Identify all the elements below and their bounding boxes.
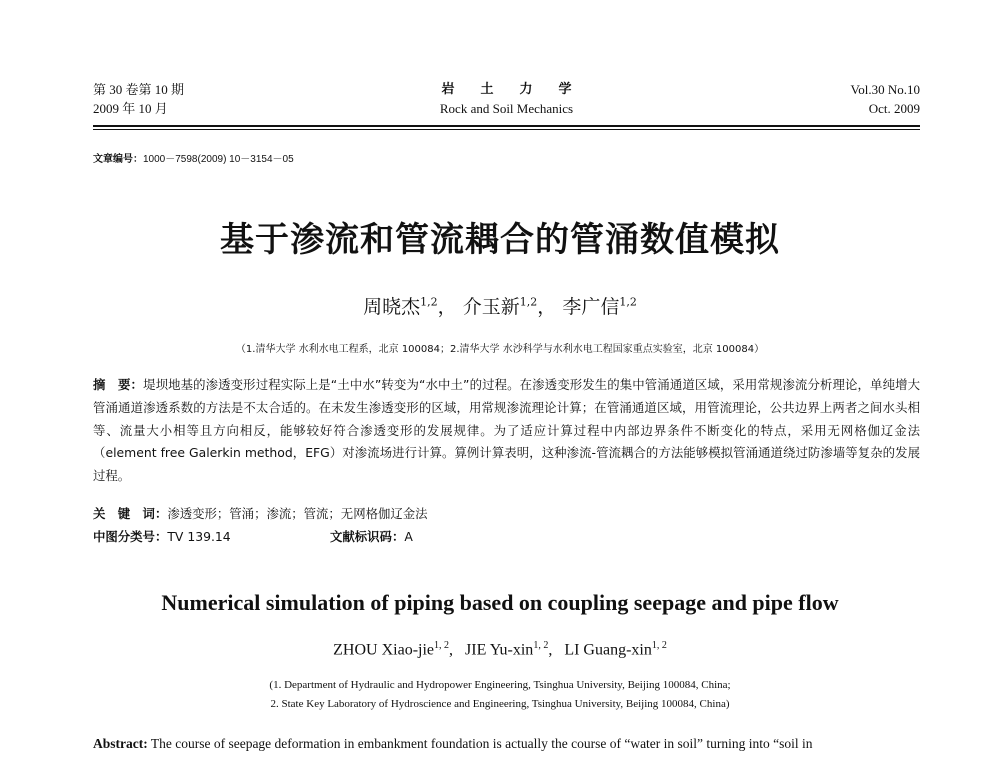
author-en: ZHOU Xiao-jie (333, 641, 435, 659)
journal-header (93, 80, 920, 120)
doc-code-value: A (404, 529, 413, 544)
author-en: LI Guang-xin (564, 641, 652, 659)
abstract-cn (93, 374, 920, 488)
affiliation-cn: （1.清华大学 水利水电工程系，北京 100084；2.清华大学 水沙科学与水利水电工程国家重点实验室，北京 100084） (235, 344, 765, 355)
affiliation-en-2: 2. State Key Laboratory of Hydroscience and Engineering, Tsinghua University, Beijing 100084, China) (270, 698, 730, 710)
author-cn-affil: 1,2 (519, 295, 538, 309)
affiliation-en-1: (1. Department of Hydraulic and Hydropower Engineering, Tsinghua University, Beijing 100084, China; (269, 679, 731, 691)
author-en-affil: 1, 2 (434, 640, 450, 651)
author-en-affil: 1, 2 (533, 640, 549, 651)
author-cn: 介玉新 (462, 296, 520, 318)
abstract-cn-text: 堤坝地基的渗透变形过程实际上是“土中水”转变为“水中土”的过程。在渗透变形发生的集中管涌通道区域，采用常规渗流分析理论，单纯增大管涌通道渗透系数的方法是不太合适的。在未发生渗透变形的区域，用常规渗流理论计算；在管涌通道区域，用管流理论，公共边界上两者之间水头相等、流量大小相等且方向相反，能够较好符合渗透变形的发展规律。为了适应计算过程中内部边界条件不断变化的特点，采用无网格伽辽金法（element free Galerkin method，EFG）对渗流场进行计算。算例计算表明，这种渗流-管流耦合的方法能够模拟管涌通道绕过防渗墙等复杂的发展过程。 (93, 377, 920, 484)
header-rule-thick (93, 125, 920, 127)
article-number-label: 文章编号： (93, 154, 143, 165)
clc-label: 中图分类号： (93, 529, 168, 544)
author-en: JIE Yu-xin (465, 641, 534, 659)
affiliation-en (0, 676, 1000, 714)
author-cn: 周晓杰 (363, 296, 421, 318)
title-cn: 基于渗流和管流耦合的管涌数值模拟 (220, 220, 780, 260)
keywords-cn (93, 504, 920, 522)
classification-line (93, 527, 920, 545)
abstract-en-text: The course of seepage deformation in embankment foundation is actually the course of “water in soil” turning into “soil in (147, 736, 813, 751)
doc-code-label: 文献标识码： (330, 529, 405, 544)
header-volume-en (851, 80, 920, 118)
article-number-value: 1000－7598(2009) 10－3154－05 (143, 154, 294, 165)
author-cn: 李广信 (562, 296, 620, 318)
journal-name-en: Rock and Soil Mechanics (439, 101, 574, 116)
authors-en (0, 640, 1000, 659)
doc-code (330, 527, 413, 545)
header-journal-name (93, 80, 920, 118)
abstract-cn-label: 摘 要： (93, 377, 144, 392)
author-sep: , (548, 641, 565, 659)
header-volume-issue: 第 30 卷第 10 期 (93, 82, 185, 97)
title-en: Numerical simulation of piping based on coupling seepage and pipe flow (161, 590, 839, 615)
header-date-en: Oct. 2009 (868, 101, 920, 116)
abstract-en-label: Abstract: (93, 736, 148, 751)
authors-cn (0, 292, 1000, 319)
author-cn-affil: 1,2 (619, 295, 637, 309)
header-vol-no: Vol.30 No.10 (850, 82, 920, 97)
article-number (93, 150, 294, 165)
author-sep: , (449, 641, 466, 659)
clc-value: TV 139.14 (167, 529, 231, 544)
author-cn-affil: 1,2 (420, 295, 438, 309)
author-en-affil: 1, 2 (651, 640, 667, 651)
header-rule-thin (93, 129, 920, 130)
author-sep: ， (437, 296, 457, 318)
keywords-cn-label: 关 键 词： (93, 506, 168, 521)
journal-name-cn: 岩土力学 (441, 82, 598, 97)
abstract-en (93, 736, 920, 752)
header-date-cn: 2009 年 10 月 (93, 101, 168, 116)
author-sep: ， (537, 296, 557, 318)
keywords-cn-text: 渗透变形；管涌；渗流；管流；无网格伽辽金法 (167, 506, 428, 521)
